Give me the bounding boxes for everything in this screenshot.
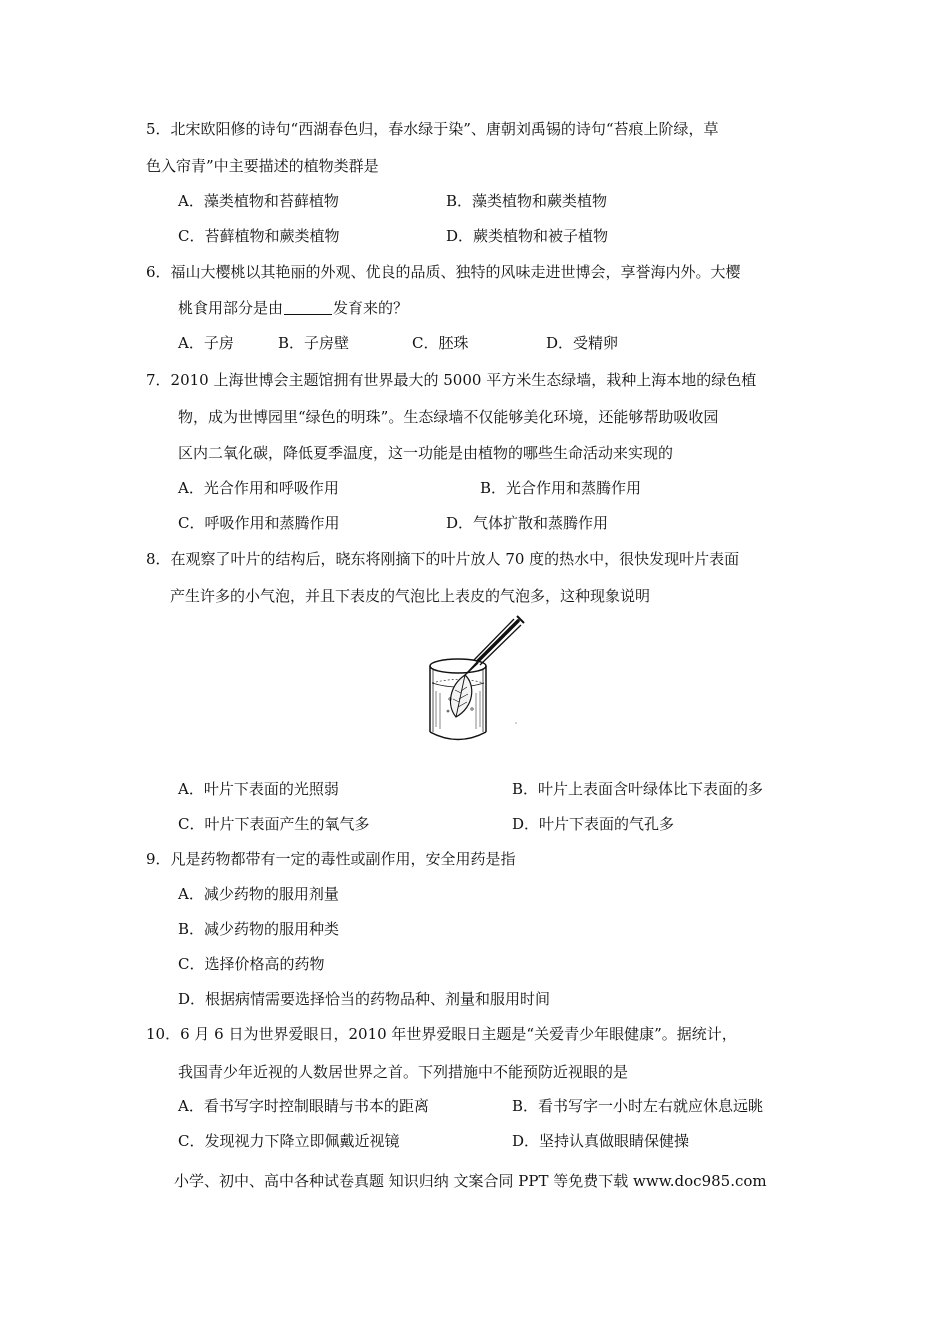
q6-stem-line-2 [178, 298, 408, 318]
q9-stem-text-1: 凡是药物都带有一定的毒性或副作用，安全用药是指 [170, 850, 516, 868]
q10-stem-text-1: 6 月 6 日为世界爱眼日，2010 年世界爱眼日主题是“关爱青少年眼健康”。据统计， [180, 1025, 737, 1043]
option-label: D． [446, 514, 474, 532]
option-label: C． [178, 955, 205, 973]
option-text: 子房壁 [304, 334, 350, 352]
q10-stem-line-1 [146, 1024, 737, 1044]
option-text: 看书写字时控制眼睛与书本的距离 [203, 1097, 429, 1115]
q8-stem-text-1: 在观察了叶片的结构后，晓东将刚摘下的叶片放人 70 度的热水中，很快发现叶片表面 [170, 550, 740, 568]
q9-option-d [178, 989, 550, 1009]
q10-number: 10． [146, 1025, 181, 1043]
option-text: 坚持认真做眼睛保健操 [539, 1132, 690, 1150]
option-label: D． [546, 334, 574, 352]
tweezers-icon [465, 616, 524, 675]
option-text: 光合作用和呼吸作用 [203, 479, 339, 497]
q9-number: 9． [146, 850, 171, 868]
option-label: A． [178, 1097, 204, 1115]
q6-option-d [546, 333, 618, 353]
option-text: 叶片下表面的气孔多 [539, 815, 675, 833]
option-label: C． [412, 334, 439, 352]
q8-number: 8． [146, 550, 171, 568]
option-label: C． [178, 514, 205, 532]
option-text: 呼吸作用和蒸腾作用 [204, 514, 340, 532]
q6-option-c [412, 333, 469, 353]
option-text: 气体扩散和蒸腾作用 [473, 514, 609, 532]
option-label: D． [512, 1132, 540, 1150]
option-label: A． [178, 885, 204, 903]
q10-option-c [178, 1131, 400, 1151]
q10-option-b [512, 1096, 763, 1116]
q8-option-c [178, 814, 370, 834]
option-text: 看书写字一小时左右就应休息远眺 [538, 1097, 764, 1115]
option-label: A． [178, 780, 204, 798]
q7-stem-line-1 [146, 370, 756, 390]
q7-option-c [178, 513, 340, 533]
speck-icon [515, 722, 517, 724]
option-label: D． [446, 227, 474, 245]
q7-number: 7． [146, 371, 171, 389]
option-text: 光合作用和蒸腾作用 [506, 479, 642, 497]
option-text: 子房 [203, 334, 234, 352]
q7-stem-line-2: 物，成为世博园里“绿色的明珠”。生态绿墙不仅能够美化环境，还能够帮助吸收园 [178, 408, 719, 426]
q10-stem-line-2: 我国青少年近视的人数居世界之首。下列措施中不能预防近视眼的是 [178, 1063, 629, 1081]
option-label: B． [480, 479, 507, 497]
leaf-icon [450, 675, 471, 717]
beaker-leaf-figure [420, 613, 530, 748]
q9-option-b [178, 919, 339, 939]
q6-stem-text-3: 发育来的？ [333, 299, 409, 317]
option-text: 选择价格高的药物 [204, 955, 325, 973]
option-label: C． [178, 1132, 205, 1150]
option-label: A． [178, 479, 204, 497]
q8-option-a [178, 779, 339, 799]
q9-stem-line-1 [146, 849, 516, 869]
q5-stem-line-2: 色入帘青”中主要描述的植物类群是 [146, 157, 379, 175]
q5-option-a [178, 191, 339, 211]
q8-stem-line-1 [146, 549, 739, 569]
option-text: 蕨类植物和被子植物 [473, 227, 609, 245]
option-label: B． [446, 192, 473, 210]
q9-option-c [178, 954, 325, 974]
q7-option-a [178, 478, 339, 498]
q6-stem-line-1 [146, 262, 741, 282]
q6-stem-text-2: 桃食用部分是由 [178, 299, 284, 317]
q6-option-a [178, 333, 234, 353]
option-label: A． [178, 192, 204, 210]
q7-stem-line-3: 区内二氧化碳，降低夏季温度，这一功能是由植物的哪些生命活动来实现的 [178, 444, 674, 462]
q6-stem-text-1: 福山大樱桃以其艳丽的外观、优良的品质、独特的风味走进世博会，享誉海内外。大樱 [170, 263, 741, 281]
q5-option-d [446, 226, 608, 246]
q5-stem-line-1 [146, 119, 719, 139]
option-text: 减少药物的服用剂量 [203, 885, 339, 903]
option-text: 受精卵 [573, 334, 619, 352]
option-label: A． [178, 334, 204, 352]
option-label: D． [178, 990, 206, 1008]
option-text: 藻类植物和蕨类植物 [472, 192, 608, 210]
q7-option-b [480, 478, 641, 498]
option-label: B． [278, 334, 305, 352]
q6-number: 6． [146, 263, 171, 281]
option-label: C． [178, 815, 205, 833]
q8-option-b [512, 779, 763, 799]
q10-option-d [512, 1131, 689, 1151]
option-text: 根据病情需要选择恰当的药物品种、剂量和服用时间 [205, 990, 551, 1008]
option-label: B． [178, 920, 205, 938]
option-text: 叶片下表面产生的氧气多 [204, 815, 370, 833]
option-text: 胚珠 [438, 334, 469, 352]
q8-option-d [512, 814, 674, 834]
q7-stem-text-1: 2010 上海世博会主题馆拥有世界最大的 5000 平方米生态绿墙，栽种上海本地的绿色植 [170, 371, 757, 389]
q5-stem-text-1: 北宋欧阳修的诗句“西湖春色归，春水绿于染”、唐朝刘禹锡的诗句“苔痕上阶绿，草 [170, 120, 719, 138]
option-text: 藻类植物和苔藓植物 [203, 192, 339, 210]
option-label: D． [512, 815, 540, 833]
page-footer: 小学、初中、高中各种试卷真题 知识归纳 文案合同 PPT 等免费下载 www.doc985.com [174, 1172, 767, 1190]
q7-option-d [446, 513, 608, 533]
option-label: B． [512, 1097, 539, 1115]
beaker-illustration [420, 613, 530, 748]
q9-option-a [178, 884, 339, 904]
option-text: 叶片下表面的光照弱 [203, 780, 339, 798]
option-text: 叶片上表面含叶绿体比下表面的多 [538, 780, 764, 798]
option-label: B． [512, 780, 539, 798]
q8-stem-line-2: 产生许多的小气泡，并且下表皮的气泡比上表皮的气泡多，这种现象说明 [170, 587, 651, 605]
q10-option-a [178, 1096, 429, 1116]
option-text: 苔藓植物和蕨类植物 [204, 227, 340, 245]
fill-in-blank [284, 300, 332, 315]
option-text: 减少药物的服用种类 [204, 920, 340, 938]
q5-option-c [178, 226, 340, 246]
q5-number: 5． [146, 120, 171, 138]
q6-option-b [278, 333, 349, 353]
option-label: C． [178, 227, 205, 245]
option-text: 发现视力下降立即佩戴近视镜 [204, 1132, 400, 1150]
q5-option-b [446, 191, 607, 211]
